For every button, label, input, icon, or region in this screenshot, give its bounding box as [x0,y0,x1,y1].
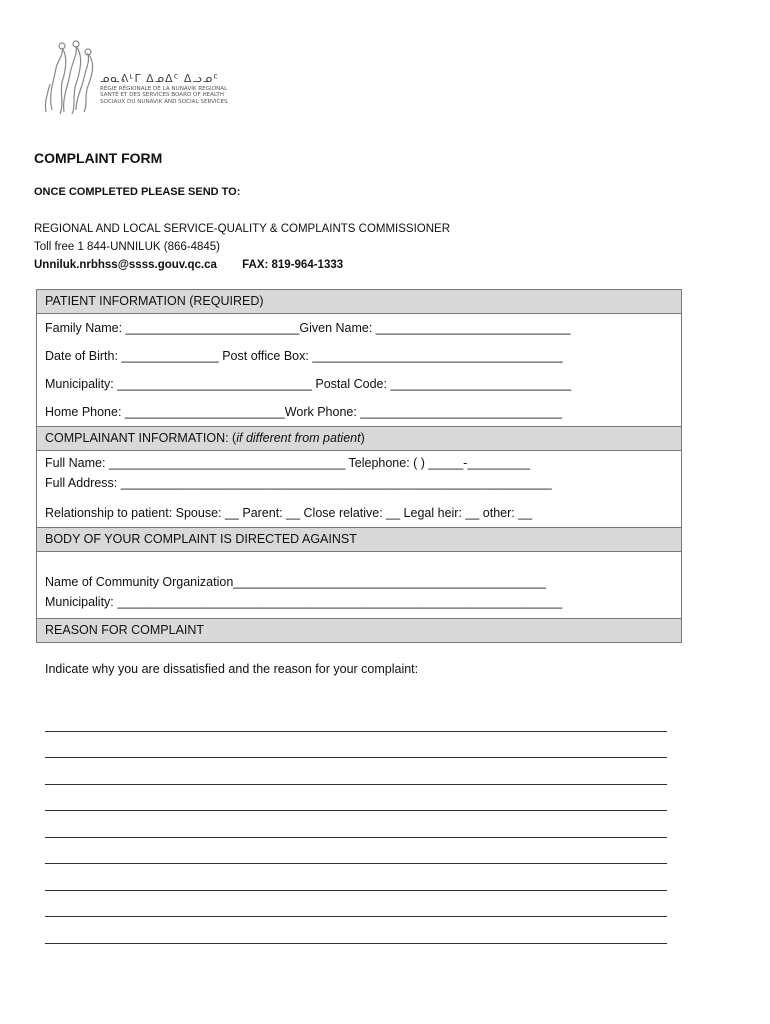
logo-org-name [100,86,250,105]
reason-line[interactable] [45,785,667,812]
commissioner-line: REGIONAL AND LOCAL SERVICE-QUALITY & COMPLAINTS COMMISSIONER [34,223,451,235]
reason-prompt: Indicate why you are dissatisfied and the reason for your complaint: [45,662,419,676]
patient-section-heading: PATIENT INFORMATION (REQUIRED) [37,290,681,314]
body-municipality-row[interactable]: Municipality: ________________________________________________________________ [45,595,563,609]
birth-postbox-row[interactable]: Date of Birth: ______________ Post office Box: ____________________________________ [45,349,563,363]
patient-section [37,314,681,426]
reason-line[interactable] [45,891,667,918]
complainant-heading-note: if different from patient [236,431,361,445]
reason-line[interactable] [45,705,667,732]
complaint-form-table [36,289,682,643]
relationship-row[interactable]: Relationship to patient: Spouse: __ Parent: __ Close relative: __ Legal heir: __ other: __ [45,506,533,520]
municipality-postal-row[interactable]: Municipality: ____________________________ Postal Code: __________________________ [45,377,572,391]
email-link[interactable]: Unniluk.nrbhss@ssss.gouv.qc.ca [34,259,217,271]
body-section [37,552,681,618]
reason-line[interactable] [45,758,667,785]
send-to-heading: ONCE COMPLETED PLEASE SEND TO: [34,186,241,198]
complainant-section-heading [37,426,681,451]
community-organization-row[interactable]: Name of Community Organization_____________________________________________ [45,575,547,589]
full-address-row[interactable]: Full Address: ______________________________________________________________ [45,476,552,490]
figures-emblem-icon [42,40,102,118]
full-name-phone-row[interactable]: Full Name: __________________________________ Telephone: ( ) _____-_________ [45,456,530,470]
form-title: COMPLAINT FORM [34,150,163,166]
complainant-heading-end: ) [360,431,365,445]
nrbhss-logo [42,40,252,118]
fax-number: FAX: 819-964-1333 [242,259,344,271]
phone-row[interactable]: Home Phone: _______________________Work Phone: _____________________________ [45,405,562,419]
complainant-section [37,453,681,527]
email-fax-line [34,256,450,274]
logo-syllabics: ᓄᓇᕕᒻᒥ ᐃᓄᐃᑦ ᐃᓗᓄᑦ [100,72,219,85]
toll-free-line: Toll free 1 844-UNNILUK (866-4845) [34,241,221,253]
reason-line[interactable] [45,811,667,838]
family-given-name-row[interactable]: Family Name: _________________________Given Name: ____________________________ [45,321,571,335]
contact-block [34,220,450,274]
complainant-heading-text: COMPLAINANT INFORMATION: ( [45,431,237,445]
logo-org-line: RÉGIE RÉGIONALE DE LA NUNAVIK REGIONAL [100,86,228,92]
reason-line[interactable] [45,838,667,865]
logo-org-line: SOCIAUX DU NUNAVIK AND SOCIAL SERVICES [100,98,228,105]
reason-section-heading: REASON FOR COMPLAINT [37,618,681,642]
reason-line[interactable] [45,917,667,944]
reason-line[interactable] [45,864,667,891]
logo-org-line: SANTÉ ET DES SERVICES BOARD OF HEALTH [100,92,224,99]
reason-writing-lines[interactable] [45,705,667,944]
reason-line[interactable] [45,732,667,759]
body-section-heading: BODY OF YOUR COMPLAINT IS DIRECTED AGAINST [37,527,681,552]
